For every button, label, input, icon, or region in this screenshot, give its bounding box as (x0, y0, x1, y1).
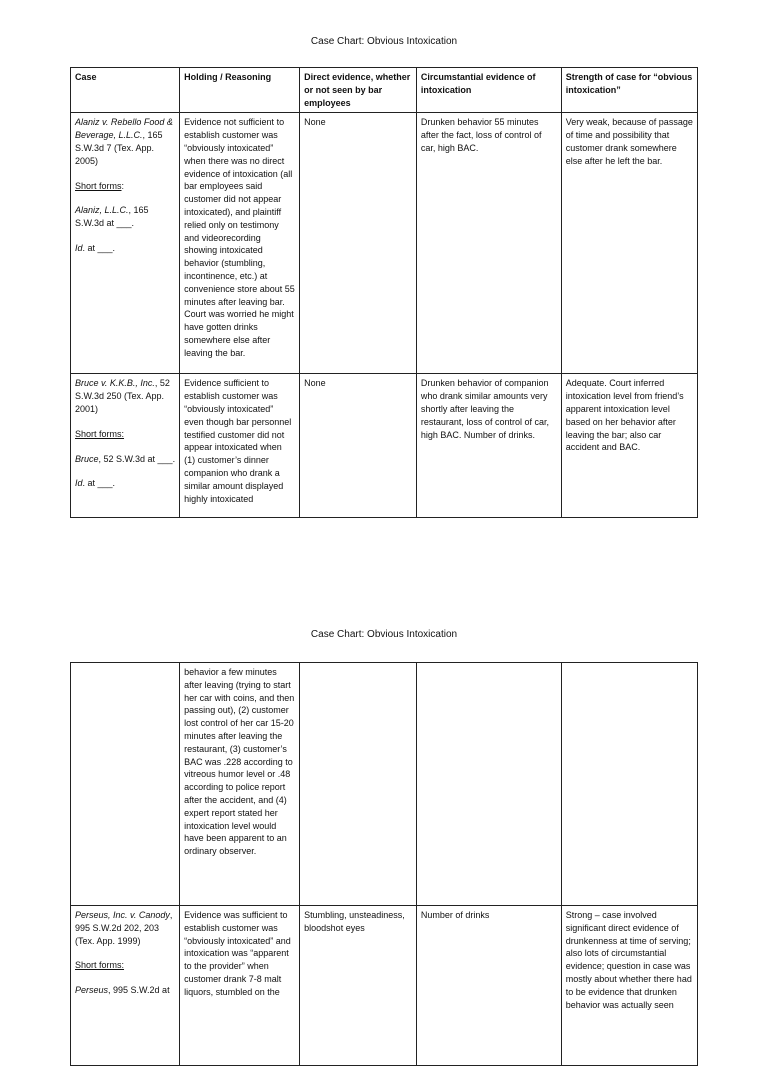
circumstantial-cell (416, 663, 561, 906)
short-form-cite: , 995 S.W.2d at (108, 985, 170, 996)
short-forms-label: Short forms (75, 180, 122, 191)
circumstantial-cell: Drunken behavior of companion who drank similar amounts very shortly after leaving the restaurant, loss of control of car, high BAC. Number of drinks. (416, 374, 561, 518)
id-cite: . at ___. (82, 242, 116, 253)
case-citation: , 165 S.W.3d 7 (Tex. App. 2005) (75, 130, 163, 166)
direct-evidence-cell: None (300, 113, 417, 374)
strength-cell: Very weak, because of passage of time and possibility that customer drank somewhere else after he left the bar. (561, 113, 697, 374)
table-header-row (71, 68, 698, 113)
strength-cell: Strong – case involved significant direct evidence of drunkenness at time of serving; also lots of circumstantial evidence; question in case was mostly about whether there had to be evidence that drunken behavior was actually seen (561, 906, 697, 1066)
short-form-name: Perseus (75, 985, 109, 996)
holding-cell: Evidence was sufficient to establish customer was “obviously intoxicated” and intoxication was “apparent to the provider” when customer drank 7-8 malt liquors, stumbled on the (180, 906, 300, 1066)
case-citation: , 995 S.W.2d 202, 203 (Tex. App. 1999) (75, 910, 173, 946)
table-row (71, 113, 698, 374)
strength-cell: Adequate. Court inferred intoxication level from friend’s apparent intoxication level based on her behavior after leaving the bar; also car accident and BAC. (561, 374, 697, 518)
table-row (71, 374, 698, 518)
case-cell (71, 113, 180, 374)
case-cell (71, 906, 180, 1066)
header-case: Case (71, 68, 180, 113)
page-title: Case Chart: Obvious Intoxication (310, 36, 458, 47)
id-label: Id (75, 242, 83, 253)
case-name: Alaniz v. Rebello Food & Beverage, L.L.C. (75, 117, 173, 141)
case-cell (71, 374, 180, 518)
direct-evidence-cell (300, 663, 417, 906)
short-forms-colon: : (121, 180, 125, 191)
short-form-cite: , 52 S.W.3d at ___. (98, 453, 176, 464)
holding-cell: Evidence not sufficient to establish customer was “obviously intoxicated” when there was no direct evidence of intoxication (all bar employees said customer did not appear intoxicated), and plaintiff relied only on testimony and videorecording showing intoxicated behavior (stumbling, incontinence, etc.) at convenience store about 55 minutes after leaving bar. Court was worried he might have gotten drinks somewhere else after leaving the bar. (180, 113, 300, 374)
id-label: Id (75, 478, 83, 489)
page-title: Case Chart: Obvious Intoxication (310, 629, 458, 640)
table-row (71, 663, 698, 906)
id-cite: . at ___. (82, 478, 116, 489)
case-cell (71, 663, 180, 906)
short-form-name: Alaniz, L.L.C. (75, 205, 129, 216)
short-form-name: Bruce (75, 453, 99, 464)
case-citation: , 52 S.W.3d 250 (Tex. App. 2001) (75, 378, 170, 414)
header-holding: Holding / Reasoning (180, 68, 300, 113)
holding-cell: behavior a few minutes after leaving (trying to start her car with coins, and then passing out), (2) customer lost control of her car 15-20 minutes after leaving the restaurant, (3) customer’s BAC was .228 according to vitreous humor level or .48 according to police report after the accident, and (4) expert report stated her intoxication level would have been apparent to an ordinary observer. (180, 663, 300, 906)
case-name: Perseus, Inc. v. Canody (75, 910, 170, 920)
direct-evidence-cell: None (300, 374, 417, 518)
case-name: Bruce v. K.K.B., Inc. (75, 378, 155, 389)
strength-cell (561, 663, 697, 906)
case-chart-table (70, 67, 698, 518)
case-chart-table-continued (70, 662, 698, 1066)
short-forms-label: Short forms: (75, 960, 125, 971)
circumstantial-cell: Number of drinks (416, 906, 561, 1066)
short-form-cite: , 165 S.W.3d at ___. (75, 205, 149, 229)
header-circumstantial-evidence: Circumstantial evidence of intoxication (416, 68, 561, 113)
direct-evidence-cell: Stumbling, unsteadiness, bloodshot eyes (300, 906, 417, 1066)
header-direct-evidence: Direct evidence, whether or not seen by bar employees (300, 68, 417, 113)
header-strength: Strength of case for “obvious intoxication” (561, 68, 697, 113)
short-forms-label: Short forms: (75, 428, 125, 439)
table-row (71, 906, 698, 1066)
circumstantial-cell: Drunken behavior 55 minutes after the fact, loss of control of car, high BAC. (416, 113, 561, 374)
holding-cell: Evidence sufficient to establish customer was “obviously intoxicated” even though bar personnel testified customer did not appear intoxicated when (1) customer’s dinner companion who drank a similar amount displayed highly intoxicated (180, 374, 300, 518)
